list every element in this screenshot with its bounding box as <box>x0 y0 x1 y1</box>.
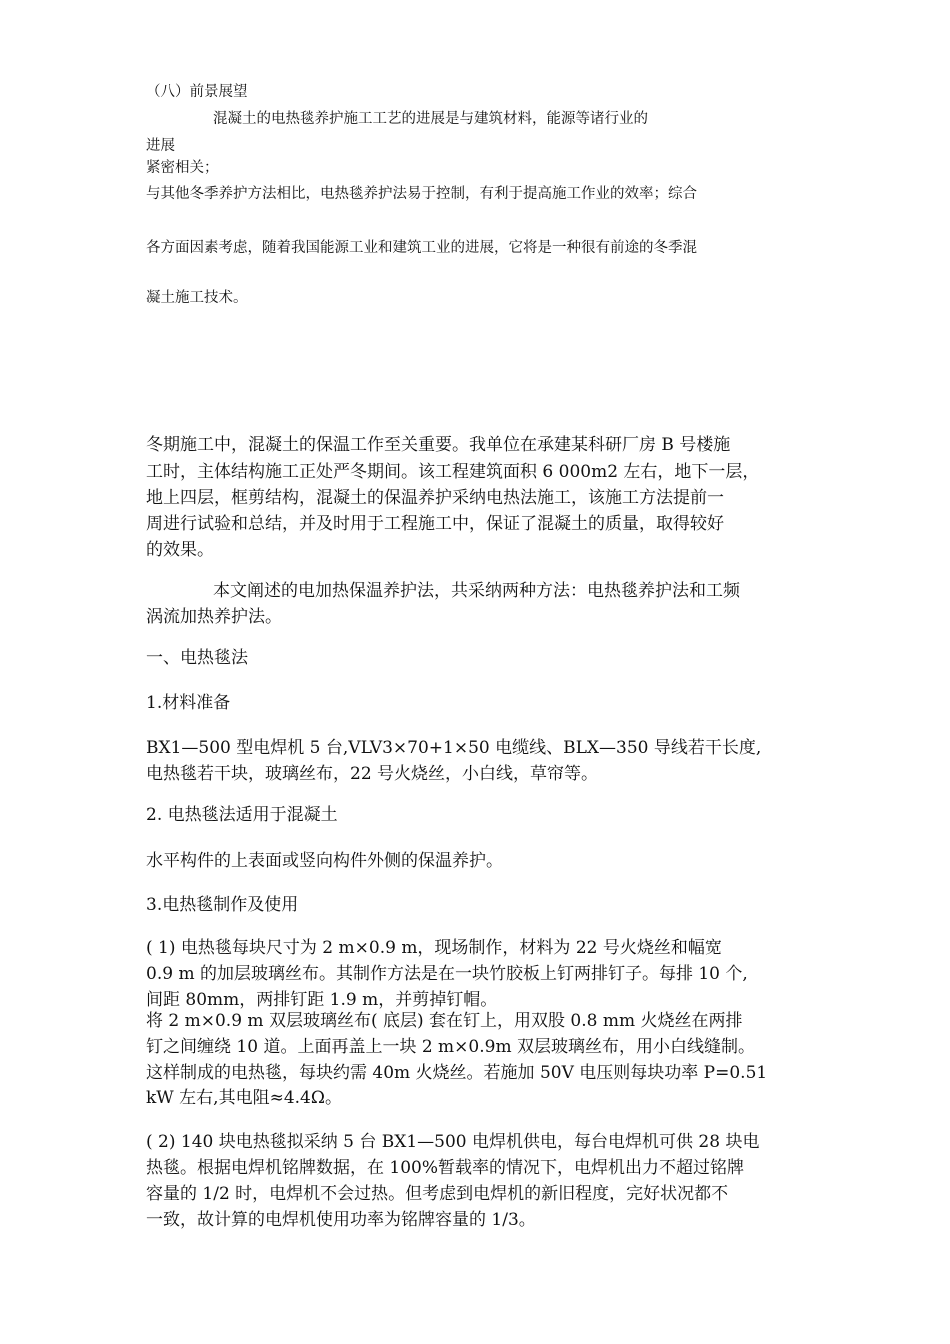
item1-line: 间距 80mm，两排钉距 1.9 m，并剪掉钉帽。 <box>146 990 498 1010</box>
section-heading: （八）前景展望 <box>146 84 248 100</box>
summary-line: 涡流加热养护法。 <box>146 607 282 627</box>
summary-line: 本文阐述的电加热保温养护法，共采纳两种方法：电热毯养护法和工频 <box>213 581 740 601</box>
item2-line: ( 2) 140 块电热毯拟采纳 5 台 BX1—500 电焊机供电，每台电焊机可供 28 块电 <box>146 1132 760 1152</box>
item1-line: ( 1) 电热毯每块尺寸为 2 m×0.9 m，现场制作，材料为 22 号火烧丝和幅宽 <box>146 938 722 958</box>
part-heading: 一、电热毯法 <box>146 648 248 668</box>
paragraph-line: 进展 <box>146 138 175 154</box>
subheading: 2. 电热毯法适用于混凝土 <box>146 805 338 825</box>
item1-line: kW 左右,其电阻≈4.4Ω。 <box>146 1088 342 1108</box>
item2-line: 容量的 1/2 时，电焊机不会过热。但考虑到电焊机的新旧程度，完好状况都不 <box>146 1184 729 1204</box>
intro-line: 周进行试验和总结，并及时用于工程施工中，保证了混凝土的质量，取得较好 <box>146 514 724 534</box>
paragraph-line: 凝土施工技术。 <box>146 290 248 306</box>
intro-line: 工时，主体结构施工正处严冬期间。该工程建筑面积 6 000m2 左右，地下一层， <box>146 462 760 482</box>
item2-line: 一致，故计算的电焊机使用功率为铭牌容量的 1/3。 <box>146 1210 536 1230</box>
subheading: 1.材料准备 <box>146 693 231 713</box>
item1-line: 将 2 m×0.9 m 双层玻璃丝布( 底层) 套在钉上，用双股 0.8 mm 火烧丝在两排 <box>146 1011 743 1031</box>
body-line: 水平构件的上表面或竖向构件外侧的保温养护。 <box>146 851 503 871</box>
item1-line: 钉之间缠绕 10 道。上面再盖上一块 2 m×0.9m 双层玻璃丝布，用小白线缝制。 <box>146 1037 755 1057</box>
paragraph-line: 与其他冬季养护方法相比，电热毯养护法易于控制，有利于提高施工作业的效率；综合 <box>146 186 697 202</box>
paragraph-line: 各方面因素考虑，随着我国能源工业和建筑工业的进展，它将是一种很有前途的冬季混 <box>146 240 697 256</box>
materials-line: 电热毯若干块，玻璃丝布，22 号火烧丝，小白线，草帘等。 <box>146 764 599 784</box>
item1-line: 这样制成的电热毯，每块约需 40m 火烧丝。若施加 50V 电压则每块功率 P=0.51 <box>146 1063 768 1083</box>
intro-line: 的效果。 <box>146 540 214 560</box>
intro-line: 地上四层，框剪结构，混凝土的保温养护采纳电热法施工，该施工方法提前一 <box>146 488 724 508</box>
paragraph-line: 混凝土的电热毯养护施工工艺的进展是与建筑材料，能源等诸行业的 <box>213 111 648 127</box>
intro-line: 冬期施工中，混凝土的保温工作至关重要。我单位在承建某科研厂房 B 号楼施 <box>146 435 731 455</box>
item2-line: 热毯。根据电焊机铭牌数据，在 100%暂载率的情况下，电焊机出力不超过铭牌 <box>146 1158 745 1178</box>
paragraph-line: 紧密相关； <box>146 160 219 176</box>
subheading: 3.电热毯制作及使用 <box>146 895 299 915</box>
item1-line: 0.9 m 的加层玻璃丝布。其制作方法是在一块竹胶板上钉两排钉子。每排 10 个, <box>146 964 748 984</box>
materials-line: BX1—500 型电焊机 5 台,VLV3×70+1×50 电缆线、BLX—350 导线若干长度, <box>146 738 762 758</box>
